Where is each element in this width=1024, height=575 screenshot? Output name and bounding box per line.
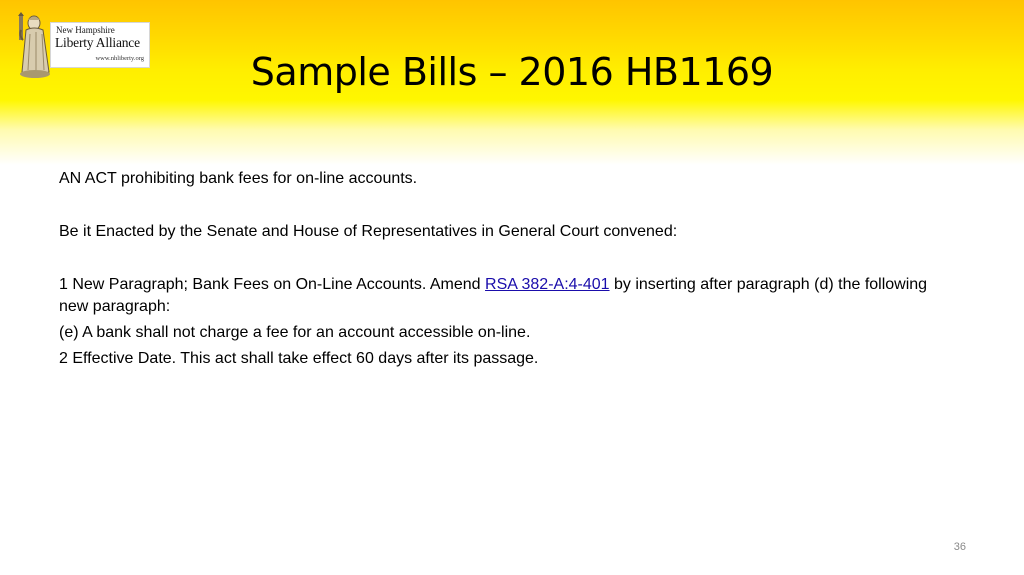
slide-title: Sample Bills – 2016 HB1169 [250, 50, 774, 94]
paragraph-e: (e) A bank shall not charge a fee for an account accessible on-line. [59, 324, 531, 341]
slide-body [59, 168, 959, 370]
logo-line-state: New Hampshire [56, 25, 115, 35]
bill-act-title: AN ACT prohibiting bank fees for on-line accounts. [59, 170, 418, 187]
page-number: 36 [953, 541, 966, 553]
logo-line-url: www.nhliberty.org [95, 55, 144, 62]
rsa-link[interactable]: RSA 382-A:4-401 [485, 276, 610, 293]
section-2-effective-date: 2 Effective Date. This act shall take effect 60 days after its passage. [59, 350, 539, 367]
logo-line-name: Liberty Alliance [55, 35, 140, 50]
section-1-paragraph [59, 274, 959, 318]
section-1-text-before: 1 New Paragraph; Bank Fees on On-Line Accounts. Amend [59, 276, 486, 293]
section-1-text-after: by inserting after paragraph (d) the following new paragraph: [59, 276, 928, 315]
enacting-clause: Be it Enacted by the Senate and House of Representatives in General Court convened: [59, 223, 678, 240]
